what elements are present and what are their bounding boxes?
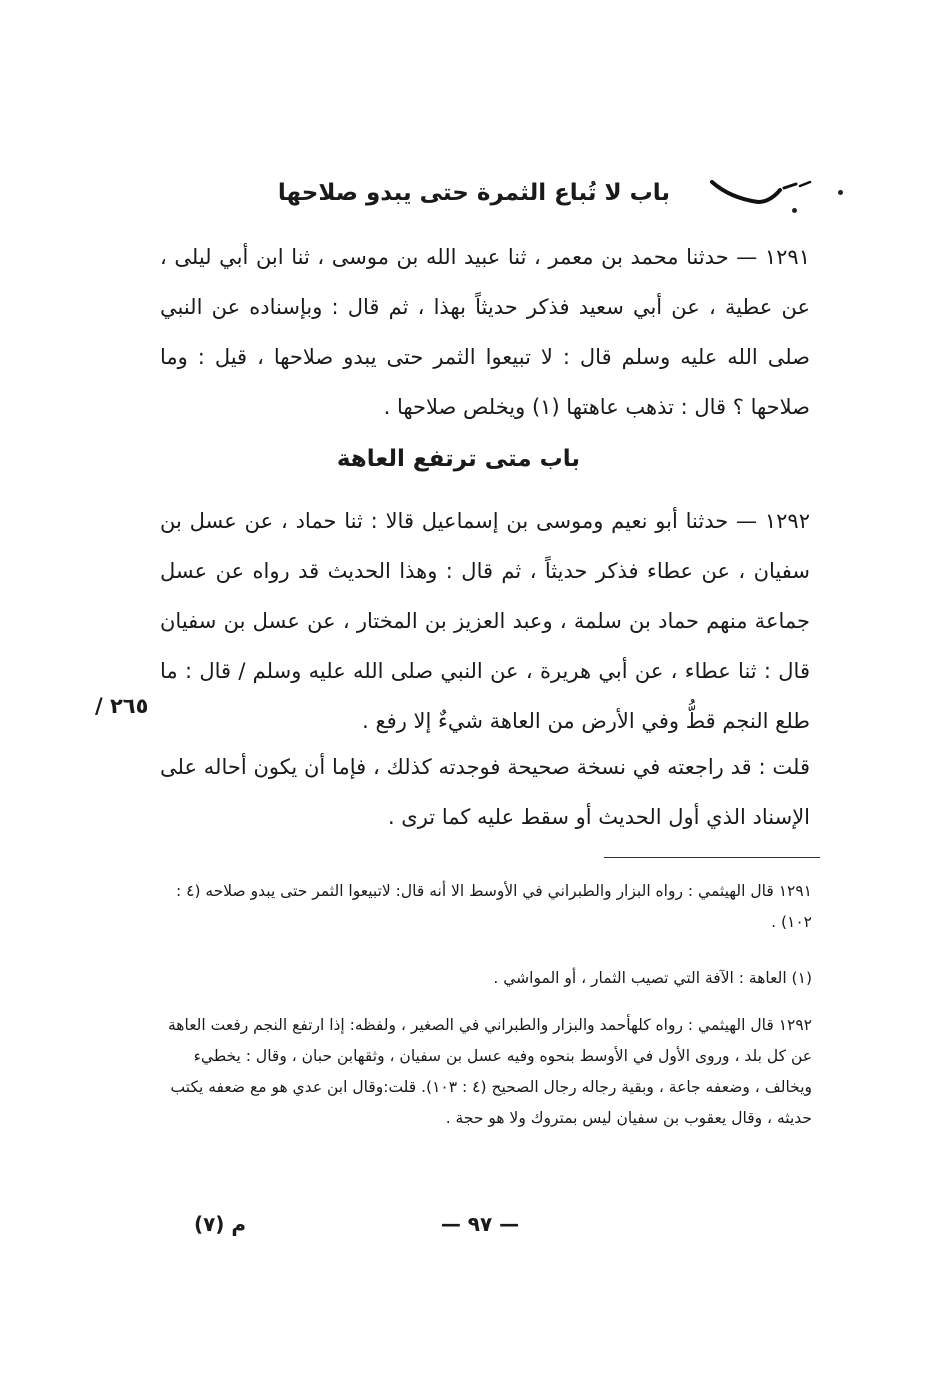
footnote-divider bbox=[604, 857, 820, 858]
hadith-1291-text: ١٢٩١ — حدثنا محمد بن معمر ، ثنا عبيد الله بن موسى ، ثنا ابن أبي ليلى ، عن عطية ، عن أبي سعيد فذكر حديثاً بهذا ، ثم قال : وبإسناده عن النبي صلى الله عليه وسلم قال : لا تبيعوا الثمر حتى يبدو صلاحها ، قيل : وما صلاحها ؟ قال : تذهب عاهتها (١) ويخلص صلاحها . bbox=[160, 245, 810, 419]
chapter-heading: باب لا تُباع الثمرة حتى يبدو صلاحها bbox=[277, 180, 670, 206]
chapter-heading: باب متى ترتفع العاهة bbox=[336, 446, 580, 472]
stray-dot-mark bbox=[792, 208, 797, 213]
margin-page-reference: ٢٦٥ / bbox=[95, 694, 149, 718]
page-number: — ٩٧ — bbox=[440, 1212, 520, 1236]
stray-dot-mark bbox=[838, 190, 843, 195]
footnote-1291: ١٢٩١ قال الهيثمي : رواه البزار والطبراني في الأوسط الا أنه قال: لاتبيعوا الثمر حتى يبدو صلاحه (٤ : ١٠٢) . bbox=[175, 882, 812, 931]
footnote-1292: ١٢٩٢ قال الهيثمي : رواه كلهأحمد والبزار والطبراني في الصغير ، ولفظه: إذا ارتفع النجم رفعت العاهة عن كل بلد ، وروى الأول في الأوسط بنحوه وفيه عسل بن سفيان ، وثقهابن حبان ، وقال : يخطيء ويخالف ، وضعفه جاعة ، وبقية رجاله رجال الصحيح (٤ : ١٠٣). قلت:وقال ابن عدي هو مع ضعفه يكتب حديثه ، وقال يعقوب بن سفيان ليس بمتروك ولا هو حجة . bbox=[167, 1016, 812, 1127]
editor-note-text: قلت : قد راجعته في نسخة صحيحة فوجدته كذلك ، فإما أن يكون أحاله على الإسناد الذي أول الحديث أو سقط عليه كما ترى . bbox=[160, 755, 810, 829]
signature-mark: م (٧) bbox=[193, 1212, 247, 1236]
hadith-1292-text: ١٢٩٢ — حدثنا أبو نعيم وموسى بن إسماعيل قالا : ثنا حماد ، عن عسل بن سفيان ، عن عطاء فذكر حديثاً ، ثم قال : وهذا الحديث قد رواه عن عسل جماعة منهم حماد بن سلمة ، وعبد العزيز بن المختار ، عن عسل بن سفيان قال : ثنا عطاء ، عن أبي هريرة ، عن النبي صلى الله عليه وسلم / قال : ما طلع النجم قطُّ وفي الأرض من العاهة شيءٌ إلا رفع . bbox=[160, 509, 810, 733]
footnote-1: (١) العاهة : الآفة التي تصيب الثمار ، أو المواشي . bbox=[493, 969, 812, 987]
ornament-flourish-icon bbox=[700, 168, 820, 218]
